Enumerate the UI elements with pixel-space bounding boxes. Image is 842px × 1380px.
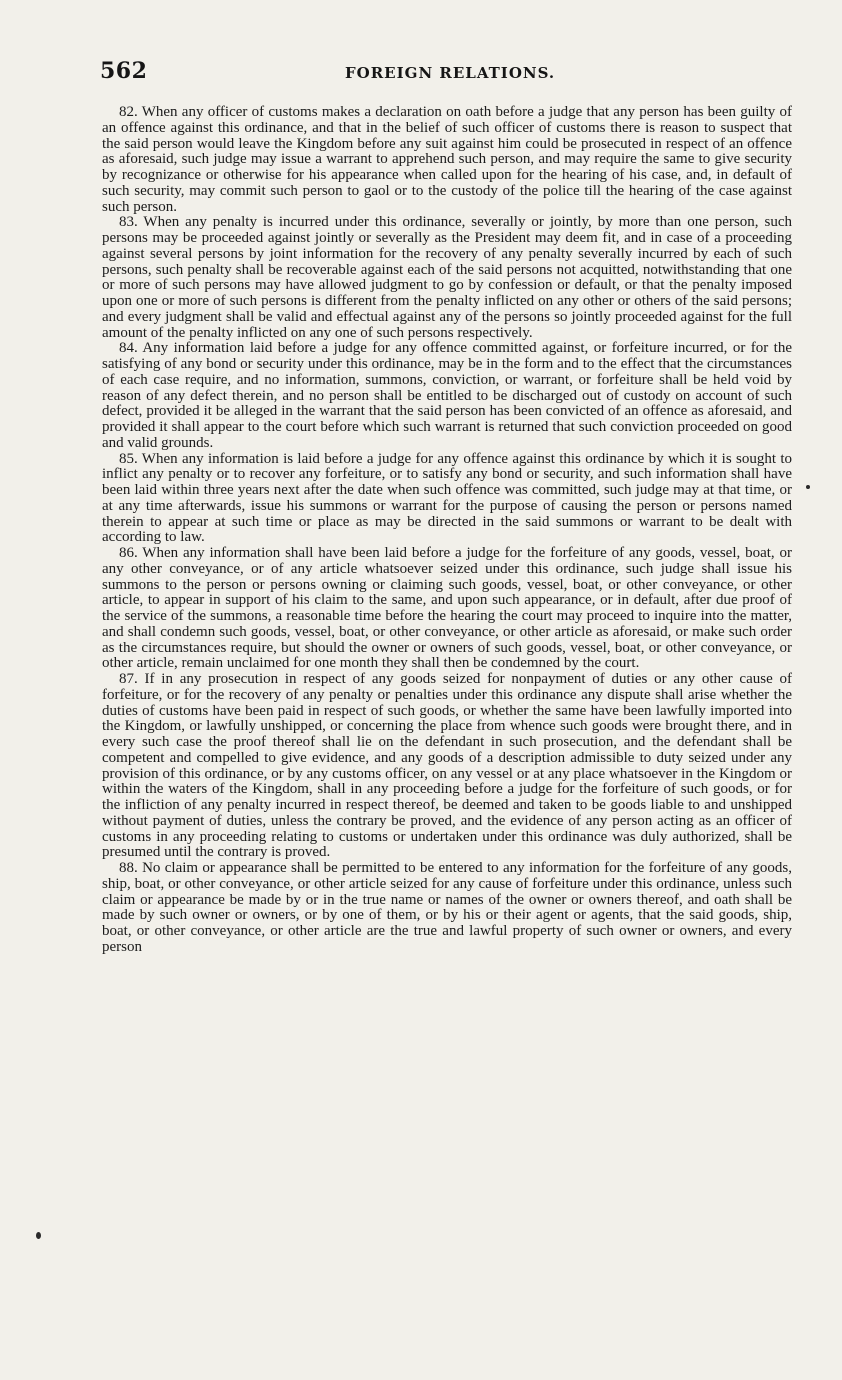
section-88: 88. No claim or appearance shall be permitted to be entered to any information for the forfeiture of any goods, ship, boat, or other conveyance, or other article seized for any cause of forfeiture under this ordinance, unless such claim or appearance be made by or in the true name or names of the owner or owners thereof, and oath shall be made by such owner or owners, or by one of them, or by his or their agent or agents, that the said goods, ship, boat, or other conveyance, or other article are the true and lawful property of such owner or owners, and every person bbox=[102, 860, 792, 955]
section-84: 84. Any information laid before a judge for any offence committed against, or forfeiture incurred, or for the satisfying of any bond or security under this ordinance, may be in the form and to the effect that the circumstances of each case require, and no information, summons, conviction, or warrant, or forfeiture shall be held void by reason of any defect therein, and no person shall be entitled to be discharged out of custody on account of such defect, provided it be alleged in the warrant that the said person has been convicted of an offence as aforesaid, and provided it shall appear to the court before which such warrant is returned that such conviction proceeded on good and valid grounds. bbox=[102, 340, 792, 451]
body-text bbox=[102, 105, 792, 956]
section-83: 83. When any penalty is incurred under this ordinance, severally or jointly, by more than one person, such persons may be proceeded against jointly or severally as the President may deem fit, and in case of a proceeding against several persons by joint information for the recovery of any penalty severally incurred by each of such persons, such penalty shall be recoverable against each of the said persons not acquitted, notwithstanding that one or more of such persons may have allowed judgment to go by confession or default, or that the penalty imposed upon one or more of such persons is different from the penalty inflicted on any other or others of the said persons; and every judgment shall be valid and effectual against any of the persons so jointly proceeded against for the full amount of the penalty inflicted on any one of such persons respectively. bbox=[102, 214, 792, 341]
ink-speck bbox=[36, 1232, 41, 1239]
running-title: FOREIGN RELATIONS. bbox=[345, 64, 556, 82]
section-85: 85. When any information is laid before a judge for any offence against this ordinance by which it is sought to inflict any penalty or to recover any forfeiture, or to satisfy any bond or security, and such information shall have been laid within three years next after the date when such offence was committed, such judge may at that time, or at any time afterwards, issue his summons or warrant for the purpose of causing the person or persons named therein to appear at such time or place as may be directed in the said summons or warrant to be dealt with according to law. bbox=[102, 450, 792, 546]
section-87: 87. If in any prosecution in respect of any goods seized for nonpayment of duties or any other cause of forfeiture, or for the recovery of any penalty or penalties under this ordinance any dispute shall arise whether the duties of customs have been paid in respect of such goods, or whether the same have been lawfully imported into the Kingdom, or lawfully unshipped, or concerning the place from whence such goods were brought there, and in every such case the proof thereof shall lie on the defendant in such prosecution, and the defendant shall be competent and compelled to give evidence, and any goods of a description admissible to duty seized under any provision of this ordinance, or by any customs officer, on any vessel or at any place whatsoever in the Kingdom or within the waters of the Kingdom, shall in any proceeding before a judge for the forfeiture of such goods, or for the infliction of any penalty incurred in respect thereof, be deemed and taken to be goods liable to and unshipped without payment of duties, unless the contrary be proved, and the evidence of any person acting as an officer of customs in any proceeding relating to customs or undertaken under this ordinance was duly authorized, shall be presumed until the contrary is proved. bbox=[102, 671, 792, 861]
section-82: 82. When any officer of customs makes a declaration on oath before a judge that any person has been guilty of an offence against this ordinance, and that in the belief of such officer of customs there is reason to suspect that the said person would leave the Kingdom before any suit against him could be prosecuted in respect of an offence as aforesaid, such judge may issue a warrant to apprehend such person, and may require the same to give security by recognizance or otherwise for his appearance when called upon for the hearing of his case, and, in default of such security, may commit such person to gaol or to the custody of the police till the hearing of the case against such person. bbox=[102, 104, 792, 215]
page-header bbox=[100, 58, 800, 88]
section-86: 86. When any information shall have been laid before a judge for the forfeiture of any goods, vessel, boat, or any other conveyance, or of any article whatsoever seized under this ordinance, such judge shall issue his summons to the person or persons owning or claiming such goods, vessel, boat, or other conveyance, or other article, to appear in support of his claim to the same, and upon such appearance, or in default, after due proof of the service of the summons, a reasonable time before the hearing the court may proceed to inquire into the matter, and shall condemn such goods, vessel, boat, or other conveyance, or other article as aforesaid, or make such order as the circumstances require, but should the owner or owners of such goods, vessel, boat, or other conveyance, or other article, remain unclaimed for one month they shall then be condemned by the court. bbox=[102, 545, 792, 672]
page-number: 562 bbox=[100, 58, 148, 84]
ink-speck bbox=[806, 485, 810, 489]
